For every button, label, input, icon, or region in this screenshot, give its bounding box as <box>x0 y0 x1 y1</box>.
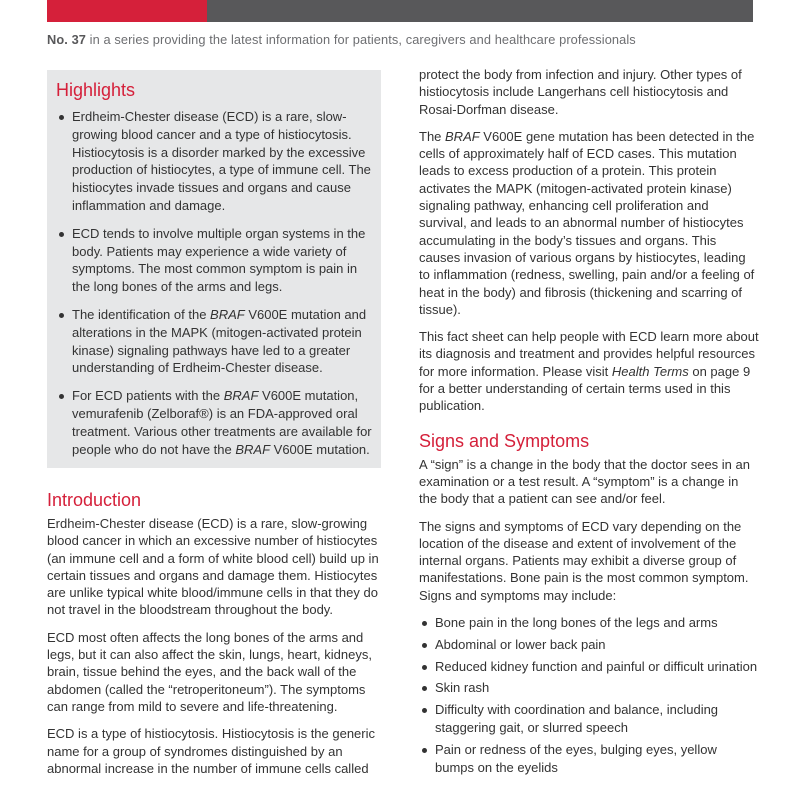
series-number: No. 37 <box>47 32 87 47</box>
right-column <box>419 66 759 780</box>
introduction-title: Introduction <box>47 490 142 510</box>
gene-name: BRAF <box>445 128 480 144</box>
text-segment: For ECD patients with the <box>72 388 224 404</box>
signs-symptoms-title: Signs and Symptoms <box>419 430 590 451</box>
text-segment: V600E gene mutation has been detected in the cells of approximately half of ECD cases. This mutation leads to excess production of a protein. This protein activates the MAPK (mitogen-activated protein kinase) signaling pathway, enhancing cell proliferation and survival, and leads to an abnormal number of histiocytes accumulating in the body’s tissues and organs. This causes invasion of various organs by histiocytes, leading to inflammation (redness, swelling, pain and/or a feeling of heat in the body) and fibrosis (thickening and scarring of tissue). <box>419 128 755 317</box>
text-segment: V600E mutation, vemurafenib (Zelboraf®) is an FDA-approved oral treatment. Various other treatments are available for people who do not have the <box>72 388 372 457</box>
highlight-item <box>56 306 376 377</box>
symptoms-list <box>419 614 759 776</box>
text-segment: on page 9 for a better understanding of certain terms used in this publication. <box>419 363 751 414</box>
highlights-box <box>47 70 381 468</box>
gene-name: BRAF <box>235 441 271 457</box>
symptom-item: Skin rash <box>419 679 759 697</box>
highlights-list <box>56 108 376 468</box>
series-line <box>47 32 767 47</box>
symptom-item: Abdominal or lower back pain <box>419 636 759 654</box>
text-segment: V600E mutation and alterations in the MAPK (mitogen-activated protein kinase) signaling pathways have led to a greater understanding of Erdheim-Chester disease. <box>72 306 367 376</box>
series-description: in a series providing the latest information for patients, caregivers and healthcare professionals <box>86 32 636 47</box>
text-segment: The identification of the <box>72 306 211 322</box>
highlight-item <box>56 387 376 458</box>
body-paragraph: A “sign” is a change in the body that the doctor sees in an examination or a test result. A “symptom” is a change in the body that a patient can see and/or feel. <box>419 456 750 507</box>
symptom-item: Pain or redness of the eyes, bulging eyes, yellow bumps on the eyelids <box>419 741 759 777</box>
body-paragraph: protect the body from infection and injury. Other types of histiocytosis include Langerhans cell histiocytosis and Rosai-Dorfman disease. <box>419 67 742 117</box>
text-segment: The <box>419 128 446 144</box>
symptom-item: Reduced kidney function and painful or difficult urination <box>419 658 759 676</box>
text-segment: This fact sheet can help people with ECD learn more about its diagnosis and treatment and provides helpful resources for more information. Please visit <box>419 329 759 379</box>
symptom-item: Difficulty with coordination and balance, including staggering gait, or slurred speech <box>419 701 759 737</box>
body-paragraph: The signs and symptoms of ECD vary depending on the location of the disease and extent of involvement of the internal organs. Patients may exhibit a diverse group of manifestations. Bone pain is the most common symptom. Signs and symptoms may include: <box>419 518 749 603</box>
header-bar <box>207 0 753 22</box>
highlight-item: ECD tends to involve multiple organ systems in the body. Patients may experience a wide variety of symptoms. The most common symptom is pain in the long bones of the arms and legs. <box>56 225 376 296</box>
health-terms-reference: Health Terms <box>611 363 689 379</box>
introduction-section <box>47 490 381 787</box>
gene-name: BRAF <box>223 388 259 404</box>
text-segment: V600E mutation. <box>270 441 370 457</box>
introduction-paragraph: ECD is a type of histiocytosis. Histiocytosis is the generic name for a group of syndromes distinguished by an abnormal increase in the number of immune cells called <box>47 726 376 776</box>
highlight-item: Erdheim-Chester disease (ECD) is a rare, slow-growing blood cancer and a type of histiocytosis. Histiocytosis is a disorder marked by the excessive production of histiocytes, a type of immune cell. The histiocytes invade tissues and organs and cause inflammation and damage. <box>56 108 376 215</box>
introduction-paragraph: ECD most often affects the long bones of the arms and legs, but it can also affect the skin, lungs, heart, kidneys, brain, tissue behind the eyes, and the back wall of the abdomen (called the “retroperitoneum”). The symptoms can range from mild to severe and life-threatening. <box>47 629 372 714</box>
header-accent-bar <box>47 0 207 22</box>
highlights-title: Highlights <box>56 80 136 100</box>
gene-name: BRAF <box>210 306 245 322</box>
symptom-item: Bone pain in the long bones of the legs and arms <box>419 614 759 632</box>
body-paragraph <box>419 328 759 414</box>
introduction-paragraph: Erdheim-Chester disease (ECD) is a rare, slow-growing blood cancer in which an excessive number of histiocytes (an immune cell and a form of white blood cell) build up in certain tissues and organs and damage them. Histiocytes are unlike typical white blood/immune cells in that they do not travel in the bloodstream throughout the body. <box>47 516 379 618</box>
body-paragraph <box>419 128 759 318</box>
